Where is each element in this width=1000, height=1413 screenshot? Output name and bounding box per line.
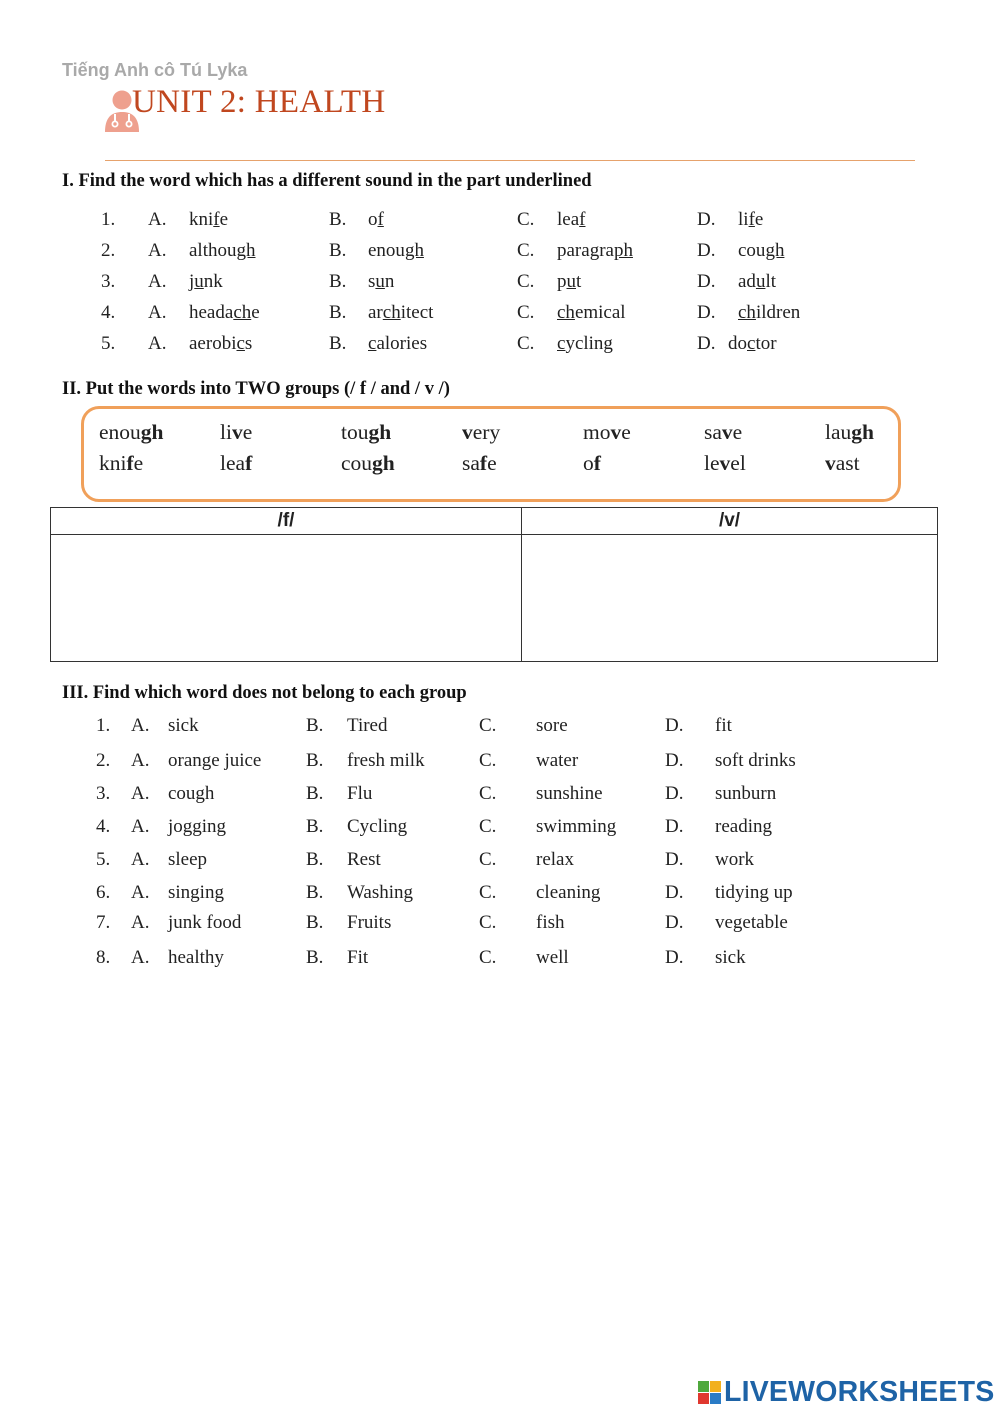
option-word[interactable]: [368, 209, 384, 231]
bold-part: v: [610, 420, 622, 444]
option-letter: B.: [306, 750, 324, 771]
option-letter: D.: [697, 271, 716, 292]
group-v-dropzone[interactable]: [522, 535, 938, 662]
option-word[interactable]: sick: [715, 947, 746, 968]
word-bank-word[interactable]: [825, 420, 874, 445]
option-word[interactable]: [557, 333, 613, 355]
underlined-part: f: [377, 209, 384, 230]
word-part: itect: [400, 302, 434, 323]
option-word[interactable]: relax: [536, 849, 574, 870]
underlined-part: gh: [765, 240, 785, 261]
bold-part: v: [231, 420, 243, 444]
option-word[interactable]: cleaning: [536, 882, 601, 903]
word-part: e: [487, 451, 497, 475]
option-word[interactable]: [368, 302, 433, 324]
liveworksheets-text: LIVEWORKSHEETS: [724, 1376, 995, 1408]
word-part: e: [133, 451, 144, 475]
option-letter: D.: [665, 816, 684, 837]
bold-part: f: [593, 451, 601, 475]
underlined-part: f: [748, 209, 755, 230]
underlined-part: f: [579, 209, 586, 230]
option-word[interactable]: jogging: [168, 816, 227, 837]
option-word[interactable]: [189, 271, 223, 293]
groups-table: [50, 507, 938, 662]
option-letter: B.: [329, 333, 347, 354]
bold-part: v: [721, 420, 733, 444]
word-part: nk: [203, 271, 223, 292]
underlined-part: ch: [557, 302, 575, 323]
option-letter: D.: [697, 302, 716, 323]
option-word[interactable]: [557, 271, 581, 293]
option-word[interactable]: [189, 302, 260, 324]
underlined-part: gh: [236, 240, 256, 261]
question-number: 1.: [96, 715, 111, 736]
option-word[interactable]: [557, 240, 633, 262]
bold-part: f: [126, 451, 134, 475]
question-number: 6.: [96, 882, 111, 903]
question-number: 8.: [96, 947, 111, 968]
option-letter: B.: [306, 816, 324, 837]
option-word[interactable]: tidying up: [715, 882, 793, 903]
bold-part: v: [825, 451, 836, 475]
word-part: o: [583, 451, 594, 475]
bold-part: gh: [372, 451, 395, 475]
word-bank-word[interactable]: [704, 451, 746, 476]
option-word[interactable]: sore: [536, 715, 568, 736]
question-number: 3.: [96, 783, 111, 804]
word-part: o: [368, 209, 378, 230]
option-word[interactable]: water: [536, 750, 579, 771]
word-bank-word[interactable]: [462, 451, 497, 476]
option-letter: A.: [131, 783, 150, 804]
word-part: althou: [189, 240, 237, 261]
bold-part: v: [462, 420, 473, 444]
question-number: 4.: [101, 302, 116, 323]
word-bank-word[interactable]: [341, 451, 395, 476]
title-divider: [105, 160, 915, 161]
option-word[interactable]: swimming: [536, 816, 617, 837]
question-number: 5.: [96, 849, 111, 870]
option-word[interactable]: [738, 209, 763, 231]
word-part: ery: [472, 420, 501, 444]
option-word[interactable]: [738, 302, 800, 324]
word-part: cou: [341, 451, 373, 475]
word-part: e: [219, 209, 229, 230]
option-letter: C.: [479, 816, 497, 837]
word-part: e: [242, 420, 253, 444]
word-part: e: [621, 420, 631, 444]
word-part: aerobi: [189, 333, 237, 354]
underlined-part: gh: [404, 240, 424, 261]
word-bank-word[interactable]: [341, 420, 391, 445]
word-bank-word[interactable]: [99, 420, 164, 445]
word-bank-word[interactable]: [220, 451, 252, 476]
option-word[interactable]: [189, 333, 252, 355]
option-letter: D.: [665, 715, 684, 736]
word-part: paragra: [557, 240, 614, 261]
word-part: t: [576, 271, 582, 292]
underlined-part: u: [375, 271, 385, 292]
underlined-part: u: [755, 271, 766, 292]
option-word[interactable]: fresh milk: [347, 750, 425, 771]
bold-part: v: [719, 451, 731, 475]
group-v-header: /v/: [522, 508, 938, 535]
word-bank-word[interactable]: [583, 420, 631, 445]
group-f-header: /f/: [51, 508, 522, 535]
option-word[interactable]: healthy: [168, 947, 224, 968]
bold-part: f: [479, 451, 488, 475]
option-word[interactable]: [728, 333, 777, 355]
option-letter: C.: [479, 882, 497, 903]
option-letter: C.: [517, 302, 535, 323]
word-part: el: [730, 451, 746, 475]
word-bank-word[interactable]: [825, 451, 860, 476]
option-word[interactable]: sick: [168, 715, 199, 736]
option-letter: B.: [306, 912, 324, 933]
option-letter: A.: [131, 816, 150, 837]
question-number: 5.: [101, 333, 116, 354]
option-letter: B.: [329, 240, 347, 261]
author-credit: Tiếng Anh cô Tú Lyka: [62, 60, 248, 80]
option-word[interactable]: singing: [168, 882, 224, 903]
option-letter: D.: [665, 912, 684, 933]
word-part: ildren: [755, 302, 801, 323]
word-part: tou: [341, 420, 369, 444]
option-word[interactable]: [368, 333, 427, 355]
word-part: ad: [738, 271, 756, 292]
bold-part: f: [245, 451, 253, 475]
word-part: n: [384, 271, 395, 292]
option-letter: A.: [131, 947, 150, 968]
question-number: 4.: [96, 816, 111, 837]
bold-part: gh: [368, 420, 392, 444]
word-part: kni: [189, 209, 214, 230]
underlined-part: f: [213, 209, 220, 230]
word-part: p: [557, 271, 567, 292]
word-part: lau: [825, 420, 852, 444]
option-letter: B.: [329, 209, 347, 230]
word-part: ar: [368, 302, 383, 323]
word-part: heada: [189, 302, 234, 323]
word-part: enou: [368, 240, 405, 261]
option-letter: A.: [131, 715, 150, 736]
word-part: s: [368, 271, 376, 292]
word-part: le: [704, 451, 720, 475]
word-part: li: [220, 420, 232, 444]
word-bank-word[interactable]: [462, 420, 500, 445]
option-letter: B.: [306, 715, 324, 736]
underlined-part: ph: [613, 240, 633, 261]
option-letter: A.: [131, 882, 150, 903]
word-part: alories: [376, 333, 428, 354]
option-word[interactable]: [368, 271, 394, 293]
liveworksheets-icon: [698, 1381, 722, 1405]
option-letter: D.: [697, 209, 716, 230]
question-number: 3.: [101, 271, 116, 292]
option-word[interactable]: orange juice: [168, 750, 262, 771]
word-part: lea: [557, 209, 580, 230]
word-part: lt: [765, 271, 776, 292]
option-letter: A.: [148, 333, 167, 354]
unit-title: UNIT 2: HEALTH: [132, 84, 386, 120]
word-part: sa: [462, 451, 480, 475]
option-letter: C.: [479, 947, 497, 968]
option-letter: B.: [306, 947, 324, 968]
option-letter: B.: [306, 882, 324, 903]
option-letter: A.: [148, 302, 167, 323]
option-word[interactable]: Rest: [347, 849, 381, 870]
question-number: 2.: [101, 240, 116, 261]
option-letter: A.: [131, 849, 150, 870]
option-letter: C.: [517, 333, 535, 354]
option-letter: A.: [131, 750, 150, 771]
option-word[interactable]: sleep: [168, 849, 208, 870]
word-part: kni: [99, 451, 127, 475]
question-number: 2.: [96, 750, 111, 771]
option-letter: B.: [306, 783, 324, 804]
word-part: e: [732, 420, 743, 444]
option-word[interactable]: vegetable: [715, 912, 788, 933]
word-part: s: [244, 333, 253, 354]
option-letter: B.: [329, 302, 347, 323]
option-word[interactable]: [738, 271, 776, 293]
option-word[interactable]: [368, 240, 424, 262]
word-part: do: [728, 333, 747, 354]
option-word[interactable]: well: [536, 947, 569, 968]
word-part: emical: [574, 302, 626, 323]
word-part: e: [754, 209, 764, 230]
option-letter: B.: [329, 271, 347, 292]
question-number: 7.: [96, 912, 111, 933]
underlined-part: ch: [382, 302, 401, 323]
option-word[interactable]: soft drinks: [715, 750, 796, 771]
option-word[interactable]: [557, 209, 585, 231]
underlined-part: ch: [738, 302, 756, 323]
word-part: e: [251, 302, 260, 323]
word-part: enou: [99, 420, 141, 444]
option-letter: D.: [665, 882, 684, 903]
underlined-part: ch: [233, 302, 252, 323]
word-bank-word[interactable]: [583, 451, 601, 476]
underlined-part: c: [236, 333, 245, 354]
word-part: sa: [704, 420, 722, 444]
option-letter: D.: [697, 333, 716, 354]
option-letter: D.: [665, 750, 684, 771]
option-word[interactable]: Flu: [347, 783, 373, 804]
word-part: mo: [583, 420, 611, 444]
option-word[interactable]: Fit: [347, 947, 369, 968]
question-number: 1.: [101, 209, 116, 230]
option-letter: C.: [479, 715, 497, 736]
option-word[interactable]: cough: [168, 783, 215, 804]
underlined-part: c: [557, 333, 566, 354]
option-word[interactable]: fish: [536, 912, 565, 933]
group-f-dropzone[interactable]: [51, 535, 522, 662]
option-letter: D.: [665, 849, 684, 870]
word-part: ycling: [565, 333, 613, 354]
word-bank-word[interactable]: [220, 420, 252, 445]
option-word[interactable]: reading: [715, 816, 772, 837]
word-part: j: [189, 271, 195, 292]
option-letter: C.: [479, 783, 497, 804]
option-word[interactable]: [738, 240, 784, 262]
option-letter: A.: [148, 271, 167, 292]
word-part: ast: [835, 451, 860, 475]
underlined-part: u: [194, 271, 204, 292]
bold-part: gh: [851, 420, 874, 444]
section1-heading: I. Find the word which has a different sound in the part underlined: [62, 171, 592, 191]
underlined-part: c: [368, 333, 377, 354]
underlined-part: c: [747, 333, 756, 354]
bold-part: gh: [140, 420, 164, 444]
option-word[interactable]: [189, 240, 256, 262]
word-bank-word[interactable]: [99, 451, 143, 476]
option-letter: B.: [306, 849, 324, 870]
option-letter: D.: [697, 240, 716, 261]
word-bank-word[interactable]: [704, 420, 742, 445]
option-letter: A.: [131, 912, 150, 933]
option-letter: C.: [517, 240, 535, 261]
option-letter: C.: [479, 750, 497, 771]
underlined-part: u: [566, 271, 576, 292]
option-letter: C.: [479, 912, 497, 933]
option-word[interactable]: Cycling: [347, 816, 408, 837]
word-part: lea: [220, 451, 246, 475]
word-part: cou: [738, 240, 766, 261]
option-word[interactable]: Washing: [347, 882, 414, 903]
option-word[interactable]: work: [715, 849, 755, 870]
option-word[interactable]: [189, 209, 228, 231]
option-letter: C.: [517, 271, 535, 292]
section3-heading: III. Find which word does not belong to each group: [62, 683, 467, 703]
option-word[interactable]: [557, 302, 626, 324]
option-word[interactable]: junk food: [168, 912, 242, 933]
option-letter: C.: [479, 849, 497, 870]
section2-heading: II. Put the words into TWO groups (/ f / and / v /): [62, 379, 450, 399]
option-letter: D.: [665, 947, 684, 968]
word-part: li: [738, 209, 749, 230]
option-letter: C.: [517, 209, 535, 230]
option-letter: D.: [665, 783, 684, 804]
option-letter: A.: [148, 240, 167, 261]
option-word[interactable]: fit: [715, 715, 732, 736]
option-word[interactable]: Fruits: [347, 912, 392, 933]
word-part: tor: [755, 333, 777, 354]
option-word[interactable]: sunburn: [715, 783, 777, 804]
option-word[interactable]: Tired: [347, 715, 388, 736]
option-word[interactable]: sunshine: [536, 783, 603, 804]
option-letter: A.: [148, 209, 167, 230]
